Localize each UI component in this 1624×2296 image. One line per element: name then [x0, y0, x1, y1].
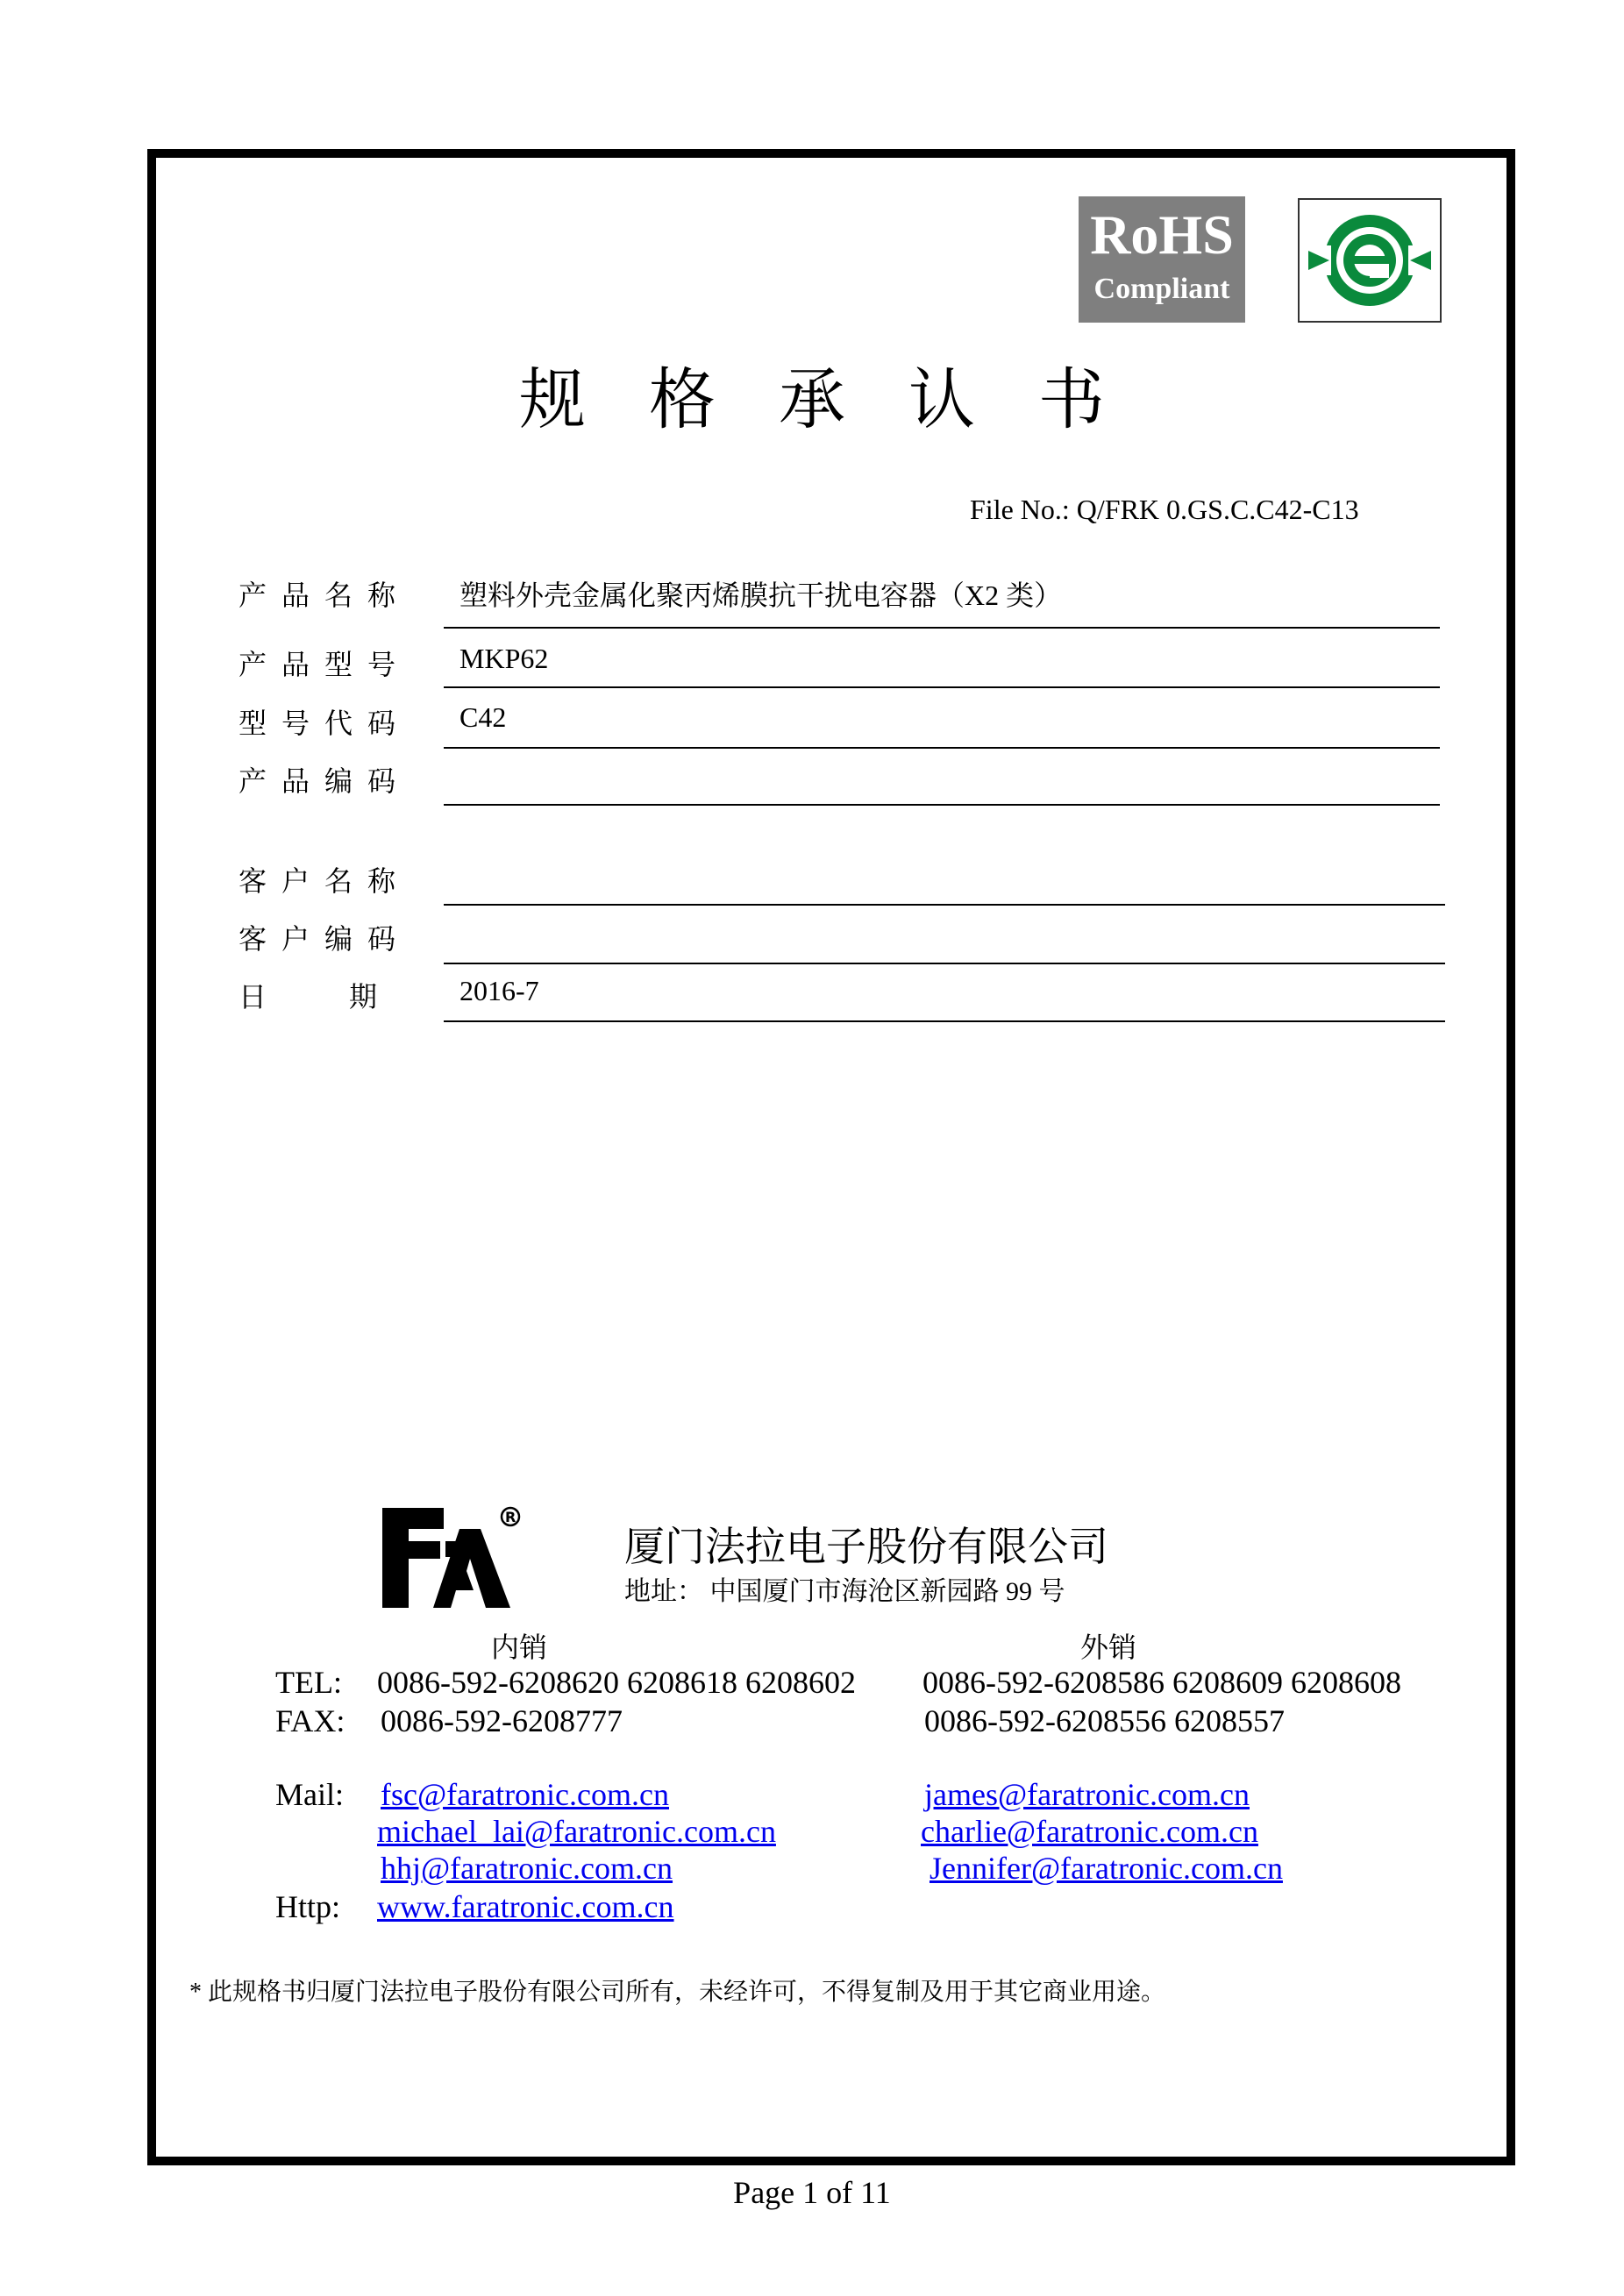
product-model-label: 产品型号 — [239, 649, 411, 680]
model-code-value: C42 — [459, 701, 507, 733]
email-hhj-link[interactable]: hhj@faratronic.com.cn — [381, 1851, 673, 1886]
file-number: File No.: Q/FRK 0.GS.C.C42-C13 — [970, 494, 1359, 525]
website-link[interactable]: www.faratronic.com.cn — [377, 1889, 674, 1924]
page-number: Page 1 of 11 — [733, 2175, 891, 2210]
fax-label: FAX: — [275, 1703, 345, 1738]
model-code-underline — [444, 747, 1440, 749]
customer-code-label: 客户编码 — [239, 923, 411, 955]
fax-export: 0086-592-6208556 6208557 — [924, 1703, 1285, 1738]
email-james-link[interactable]: james@faratronic.com.cn — [924, 1777, 1250, 1812]
product-code-label: 产品编码 — [239, 765, 411, 797]
email-michael-link[interactable]: michael_lai@faratronic.com.cn — [377, 1814, 776, 1849]
fax-domestic: 0086-592-6208777 — [381, 1703, 623, 1738]
date-underline — [444, 1020, 1445, 1022]
http-label: Http: — [275, 1889, 341, 1924]
product-name-underline — [444, 627, 1440, 629]
date-value: 2016-7 — [459, 975, 539, 1006]
product-name-label: 产品名称 — [239, 579, 411, 611]
tel-domestic: 0086-592-6208620 6208618 6208602 — [377, 1665, 856, 1700]
mail-label: Mail: — [275, 1777, 344, 1812]
tel-label: TEL: — [275, 1665, 342, 1700]
document-title: 规格承认书 — [519, 364, 1168, 437]
document-border — [147, 149, 1515, 2165]
customer-code-underline — [444, 963, 1445, 964]
company-name: 厦门法拉电子股份有限公司 — [624, 1523, 1108, 1570]
copyright-note: * 此规格书归厦门法拉电子股份有限公司所有，未经许可，不得复制及用于其它商业用途。 — [189, 1979, 1166, 2006]
rohs-badge-subtitle: Compliant — [1093, 273, 1230, 305]
company-logo — [382, 1506, 531, 1616]
svg-text:R: R — [505, 1509, 516, 1525]
tel-export: 0086-592-6208586 6208609 6208608 — [922, 1665, 1401, 1700]
domestic-sales-header: 内销 — [491, 1631, 548, 1663]
customer-name-label: 客户名称 — [239, 865, 411, 897]
product-name-value: 塑料外壳金属化聚丙烯膜抗干扰电容器（X2 类） — [459, 579, 1063, 611]
product-model-underline — [444, 686, 1440, 688]
product-code-underline — [444, 804, 1440, 806]
eco-recycle-e-icon — [1298, 198, 1442, 323]
email-charlie-link[interactable]: charlie@faratronic.com.cn — [921, 1814, 1258, 1849]
model-code-label: 型号代码 — [239, 707, 411, 739]
email-fsc-link[interactable]: fsc@faratronic.com.cn — [381, 1777, 669, 1812]
rohs-badge-title: RoHS — [1090, 203, 1234, 266]
export-sales-header: 外销 — [1080, 1631, 1137, 1663]
date-label: 日期 — [239, 981, 460, 1013]
customer-name-underline — [444, 904, 1445, 906]
email-jennifer-link[interactable]: Jennifer@faratronic.com.cn — [930, 1851, 1283, 1886]
company-address: 地址： 中国厦门市海沧区新园路 99 号 — [624, 1577, 1065, 1606]
product-model-value: MKP62 — [459, 643, 549, 674]
rohs-badge — [1079, 196, 1245, 323]
